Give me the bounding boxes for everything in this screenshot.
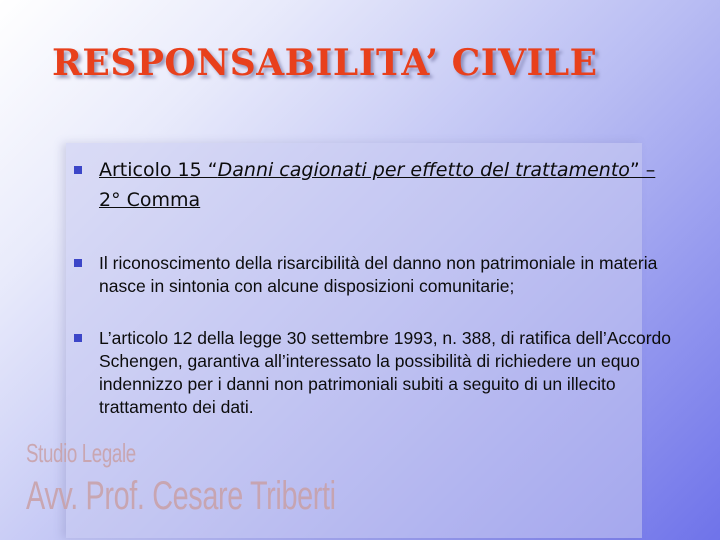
article-italic-title: Danni cagionati per effetto del trattamento xyxy=(217,159,630,181)
bullet-item-riconoscimento: Il riconoscimento della risarcibilità del danno non patrimoniale in materia nasce in sintonia con alcune disposizioni comunitarie; xyxy=(99,253,658,296)
bullet-square-icon xyxy=(74,166,82,174)
article-prefix: Articolo 15 “ xyxy=(99,159,218,181)
article-suffix: ” – 2° Comma xyxy=(99,159,656,211)
slide-title: RESPONSABILITA’ CIVILE xyxy=(52,42,598,84)
bullet-item-schengen: L’articolo 12 della legge 30 settembre 1993, n. 388, di ratifica dell’Accordo Schengen, garantiva all’interessato la possibilità di richiedere un equo indennizzo per i danni non patrimoniali subiti a seguito di un illecito trattamento dei dati. xyxy=(99,328,672,417)
bullet-item-article xyxy=(99,155,679,215)
bullet-square-icon xyxy=(74,334,82,342)
watermark-line2: Avv. Prof. Cesare Triberti xyxy=(26,474,336,518)
bullet-square-icon xyxy=(74,259,82,267)
law-firm-watermark xyxy=(26,440,336,516)
watermark-line1: Studio Legale xyxy=(26,438,136,468)
